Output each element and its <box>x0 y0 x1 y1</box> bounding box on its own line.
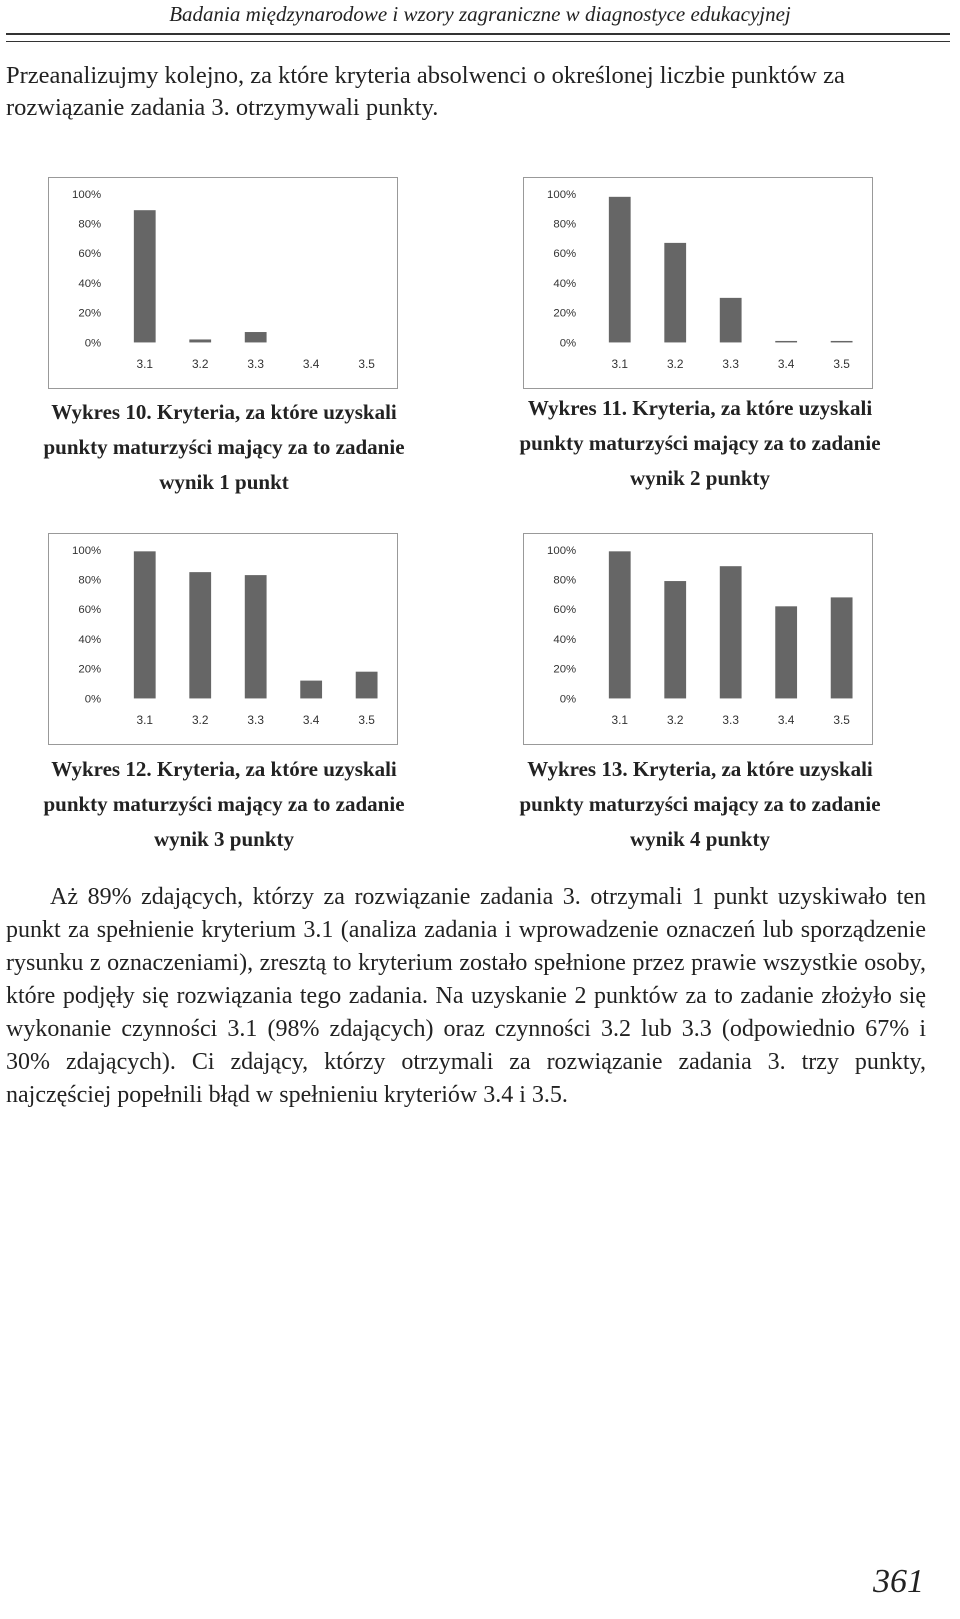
x-category-label: 3.2 <box>666 357 684 372</box>
y-tick-label: 60% <box>78 604 102 617</box>
chart-10-caption-line-1: Wykres 10. Kryteria, za które uzyskali <box>51 400 397 424</box>
y-tick-label: 40% <box>78 277 102 290</box>
chart-11-caption-line-1: Wykres 11. Kryteria, za które uzyskali <box>527 396 873 420</box>
x-category-label: 3.3 <box>247 357 264 372</box>
bar-3.1 <box>609 551 631 698</box>
y-tick-label: 60% <box>553 248 577 261</box>
bar-3.5 <box>831 597 853 698</box>
bar-3.2 <box>664 243 686 343</box>
chart-13-caption-line-1: Wykres 13. Kryteria, za które uzyskali <box>527 757 873 781</box>
x-category-label: 3.1 <box>611 713 629 728</box>
y-tick-label: 80% <box>553 574 577 587</box>
y-tick-label: 20% <box>78 663 102 676</box>
chart-12 <box>48 533 398 745</box>
x-category-label: 3.2 <box>191 357 209 372</box>
x-category-label: 3.5 <box>358 713 375 728</box>
chart-11-caption-line-3: wynik 2 punkty <box>629 466 771 490</box>
x-category-label: 3.1 <box>136 713 154 728</box>
page-number: 361 <box>873 1563 924 1600</box>
y-tick-label: 0% <box>84 337 102 350</box>
x-category-label: 3.5 <box>833 713 850 728</box>
x-category-label: 3.4 <box>777 357 795 372</box>
bar-3.4 <box>775 606 797 698</box>
y-tick-label: 40% <box>553 633 577 646</box>
bar-3.2 <box>189 572 211 698</box>
bar-3.4 <box>775 341 797 342</box>
x-category-label: 3.5 <box>833 357 850 372</box>
x-category-label: 3.1 <box>611 357 629 372</box>
y-tick-label: 80% <box>78 218 102 231</box>
chart-12-caption-line-1: Wykres 12. Kryteria, za które uzyskali <box>51 757 397 781</box>
x-category-label: 3.4 <box>302 357 320 372</box>
bar-3.3 <box>245 332 267 342</box>
y-tick-label: 20% <box>553 307 577 320</box>
bar-3.5 <box>356 672 378 699</box>
bar-3.2 <box>189 339 211 342</box>
y-tick-label: 0% <box>559 693 577 706</box>
x-category-label: 3.2 <box>191 713 209 728</box>
y-tick-label: 80% <box>78 574 102 587</box>
y-tick-label: 80% <box>553 218 577 231</box>
bar-3.3 <box>245 575 267 698</box>
bar-3.5 <box>831 341 853 342</box>
bar-3.1 <box>609 197 631 343</box>
bar-3.3 <box>720 566 742 698</box>
y-tick-label: 20% <box>553 663 577 676</box>
chart-13-caption <box>480 752 920 857</box>
chart-10-caption-line-3: wynik 1 punkt <box>159 470 289 494</box>
y-tick-label: 60% <box>78 248 102 261</box>
bar-3.3 <box>720 298 742 343</box>
x-category-label: 3.1 <box>136 357 154 372</box>
chart-12-caption-line-2: punkty maturzyści mający za to zadanie <box>43 792 405 816</box>
chart-10-svg <box>49 178 397 388</box>
y-tick-label: 100% <box>72 188 102 201</box>
x-category-label: 3.3 <box>247 713 264 728</box>
y-tick-label: 40% <box>78 633 102 646</box>
chart-10-caption-line-2: punkty maturzyści mający za to zadanie <box>43 435 405 459</box>
header-rule <box>6 33 950 42</box>
chart-13-caption-line-2: punkty maturzyści mający za to zadanie <box>519 792 881 816</box>
body-paragraph <box>6 881 926 1112</box>
y-tick-label: 20% <box>78 307 102 320</box>
y-tick-label: 60% <box>553 604 577 617</box>
y-tick-label: 0% <box>84 693 102 706</box>
chart-13-svg <box>524 534 872 744</box>
x-category-label: 3.2 <box>666 713 684 728</box>
body-paragraph-text: Aż 89% zdających, którzy za rozwiązanie zadania 3. otrzymali 1 punkt uzyskiwało ten punkt za spełnienie kryterium 3.1 (analiza zadania i wprowadzenie oznaczeń lub sporządzenie rysunku z oznaczeniami), zresztą to kryterium zostało spełnione przez prawie wszystkie osoby, które podjęły się rozwiązania tego zadania. Na uzyskanie 2 punktów za to zadanie złożyło się wykonanie czynności 3.1 (98% zdających) oraz czynności 3.2 lub 3.3 (odpowiednio 67% i 30% zdających). Ci zdający, którzy otrzymali za rozwiązanie zadania 3. trzy punkty, najczęściej popełnili błąd w spełnieniu kryteriów 3.4 i 3.5. <box>6 884 926 1108</box>
running-header: Badania międzynarodowe i wzory zagraniczne w diagnostyce edukacyjnej <box>169 2 791 26</box>
bar-3.4 <box>300 681 322 699</box>
bar-3.2 <box>664 581 686 698</box>
x-category-label: 3.5 <box>358 357 375 372</box>
chart-12-caption-line-3: wynik 3 punkty <box>153 827 295 851</box>
chart-13-caption-line-3: wynik 4 punkty <box>629 827 771 851</box>
chart-10 <box>48 177 398 389</box>
chart-10-caption <box>4 395 444 500</box>
y-tick-label: 100% <box>547 544 577 557</box>
y-tick-label: 100% <box>72 544 102 557</box>
chart-13 <box>523 533 873 745</box>
chart-12-caption <box>4 752 444 857</box>
x-category-label: 3.3 <box>722 357 739 372</box>
y-tick-label: 40% <box>553 277 577 290</box>
chart-11-caption-line-2: punkty maturzyści mający za to zadanie <box>519 431 881 455</box>
x-category-label: 3.4 <box>777 713 795 728</box>
bar-3.1 <box>134 210 156 342</box>
chart-11-caption <box>480 391 920 496</box>
chart-12-svg <box>49 534 397 744</box>
chart-11 <box>523 177 873 389</box>
x-category-label: 3.4 <box>302 713 320 728</box>
bar-3.1 <box>134 551 156 698</box>
y-tick-label: 100% <box>547 188 577 201</box>
chart-11-svg <box>524 178 872 388</box>
y-tick-label: 0% <box>559 337 577 350</box>
x-category-label: 3.3 <box>722 713 739 728</box>
intro-paragraph: Przeanalizujmy kolejno, za które kryteria absolwenci o określonej liczbie punktów za rozwiązanie zadania 3. otrzymywali punkty. <box>6 62 845 121</box>
